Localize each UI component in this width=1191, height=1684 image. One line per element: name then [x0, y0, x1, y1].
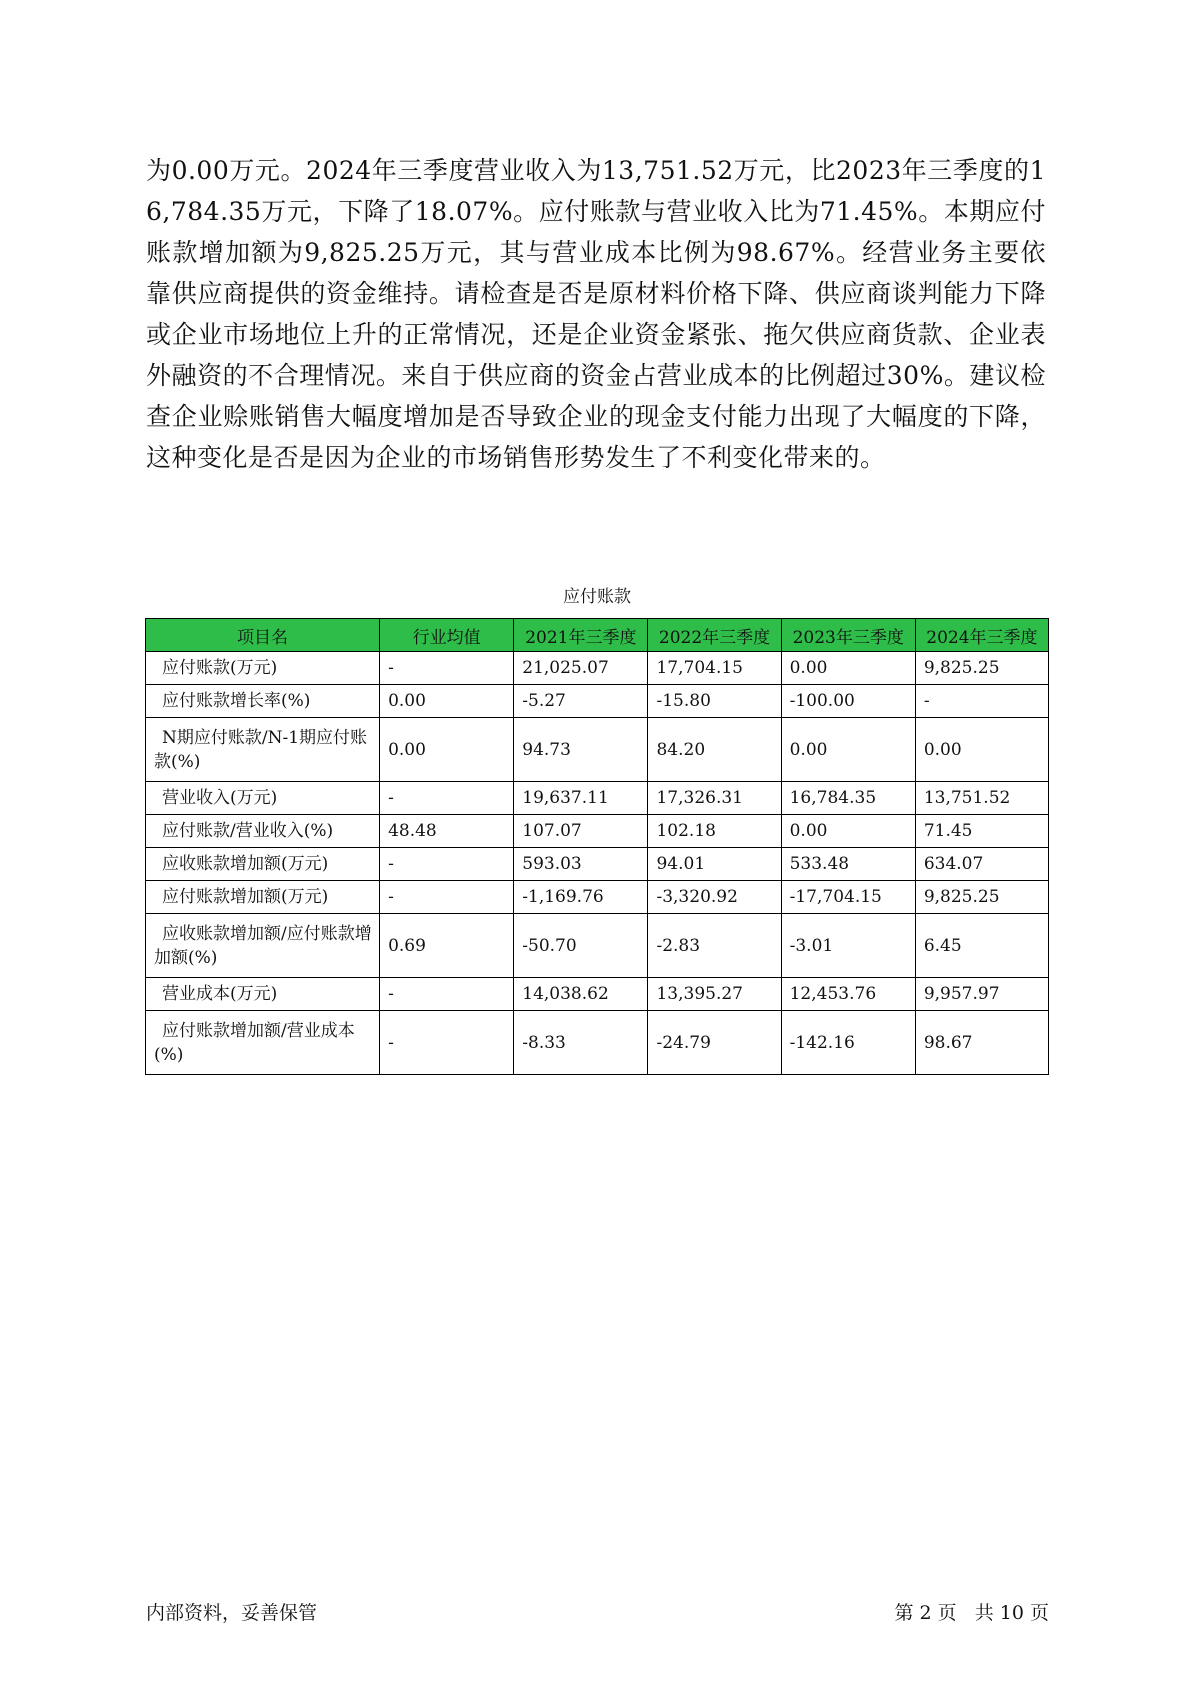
table-row [146, 815, 1049, 848]
cell-2022-q3: 13,395.27 [648, 978, 781, 1011]
header-industry-average: 行业均值 [380, 619, 514, 652]
cell-2022-q3: 84.20 [648, 718, 781, 782]
cell-2022-q3: -15.80 [648, 685, 781, 718]
cell-industry-average: - [380, 1011, 514, 1075]
cell-industry-average: 0.00 [380, 718, 514, 782]
row-label: 应付账款/营业收入(%) [146, 815, 380, 848]
cell-2021-q3: -8.33 [514, 1011, 648, 1075]
cell-2024-q3: 9,825.25 [915, 652, 1048, 685]
footer-confidential-note: 内部资料，妥善保管 [146, 1602, 318, 1624]
row-label: 营业成本(万元) [146, 978, 380, 1011]
cell-2023-q3: 16,784.35 [781, 782, 915, 815]
body-paragraph: 为0.00万元。2024年三季度营业收入为13,751.52万元，比2023年三季度的16,784.35万元，下降了18.07%。应付账款与营业收入比为71.45%。本期应付账款增加额为9,825.25万元，其与营业成本比例为98.67%。经营业务主要依靠供应商提供的资金维持。请检查是否是原材料价格下降、供应商谈判能力下降或企业市场地位上升的正常情况，还是企业资金紧张、拖欠供应商货款、企业表外融资的不合理情况。来自于供应商的资金占营业成本的比例超过30%。建议检查企业赊账销售大幅度增加是否导致企业的现金支付能力出现了大幅度的下降，这种变化是否是因为企业的市场销售形势发生了不利变化带来的。 [146, 156, 1046, 472]
row-label: 营业收入(万元) [146, 782, 380, 815]
cell-2024-q3: 71.45 [915, 815, 1048, 848]
cell-2022-q3: 94.01 [648, 848, 781, 881]
table-header-row [146, 619, 1049, 652]
cell-industry-average: - [380, 978, 514, 1011]
cell-2021-q3: 14,038.62 [514, 978, 648, 1011]
cell-2021-q3: -50.70 [514, 914, 648, 978]
cell-2021-q3: 107.07 [514, 815, 648, 848]
cell-2022-q3: -2.83 [648, 914, 781, 978]
row-label: 应付账款增长率(%) [146, 685, 380, 718]
table-row [146, 848, 1049, 881]
footer-page-number: 第 2 页 共 10 页 [894, 1602, 1049, 1624]
cell-2021-q3: -1,169.76 [514, 881, 648, 914]
cell-2021-q3: 19,637.11 [514, 782, 648, 815]
header-item-name: 项目名 [146, 619, 380, 652]
cell-2022-q3: -24.79 [648, 1011, 781, 1075]
cell-2024-q3: 9,957.97 [915, 978, 1048, 1011]
cell-2024-q3: 13,751.52 [915, 782, 1048, 815]
cell-2023-q3: 533.48 [781, 848, 915, 881]
payables-table [145, 618, 1049, 1075]
header-2022-q3: 2022年三季度 [648, 619, 781, 652]
row-label: 应付账款增加额(万元) [146, 881, 380, 914]
cell-industry-average: - [380, 652, 514, 685]
row-label: 应付账款(万元) [146, 652, 380, 685]
table-row [146, 914, 1049, 978]
cell-2023-q3: 0.00 [781, 718, 915, 782]
header-2021-q3: 2021年三季度 [514, 619, 648, 652]
cell-2022-q3: -3,320.92 [648, 881, 781, 914]
cell-2021-q3: 593.03 [514, 848, 648, 881]
table-row [146, 718, 1049, 782]
table-row [146, 652, 1049, 685]
cell-2023-q3: -3.01 [781, 914, 915, 978]
table-caption: 应付账款 [563, 587, 631, 607]
row-label: 应付账款增加额/营业成本(%) [146, 1011, 380, 1075]
cell-2021-q3: 21,025.07 [514, 652, 648, 685]
table-row [146, 881, 1049, 914]
cell-2022-q3: 102.18 [648, 815, 781, 848]
table-row [146, 685, 1049, 718]
cell-industry-average: - [380, 782, 514, 815]
cell-2024-q3: 9,825.25 [915, 881, 1048, 914]
cell-2024-q3: 98.67 [915, 1011, 1048, 1075]
cell-2021-q3: -5.27 [514, 685, 648, 718]
cell-2023-q3: 12,453.76 [781, 978, 915, 1011]
cell-industry-average: 0.69 [380, 914, 514, 978]
row-label: 应收账款增加额/应付账款增加额(%) [146, 914, 380, 978]
cell-2023-q3: -142.16 [781, 1011, 915, 1075]
cell-2023-q3: -100.00 [781, 685, 915, 718]
table-row [146, 782, 1049, 815]
cell-2022-q3: 17,326.31 [648, 782, 781, 815]
cell-industry-average: 0.00 [380, 685, 514, 718]
row-label: 应收账款增加额(万元) [146, 848, 380, 881]
cell-2023-q3: 0.00 [781, 815, 915, 848]
cell-2024-q3: 6.45 [915, 914, 1048, 978]
cell-industry-average: - [380, 881, 514, 914]
cell-2023-q3: 0.00 [781, 652, 915, 685]
cell-2024-q3: - [915, 685, 1048, 718]
table-row [146, 978, 1049, 1011]
cell-2021-q3: 94.73 [514, 718, 648, 782]
header-2024-q3: 2024年三季度 [915, 619, 1048, 652]
cell-2024-q3: 634.07 [915, 848, 1048, 881]
cell-2022-q3: 17,704.15 [648, 652, 781, 685]
row-label: N期应付账款/N-1期应付账款(%) [146, 718, 380, 782]
cell-2023-q3: -17,704.15 [781, 881, 915, 914]
table-row [146, 1011, 1049, 1075]
cell-industry-average: - [380, 848, 514, 881]
cell-2024-q3: 0.00 [915, 718, 1048, 782]
cell-industry-average: 48.48 [380, 815, 514, 848]
header-2023-q3: 2023年三季度 [781, 619, 915, 652]
